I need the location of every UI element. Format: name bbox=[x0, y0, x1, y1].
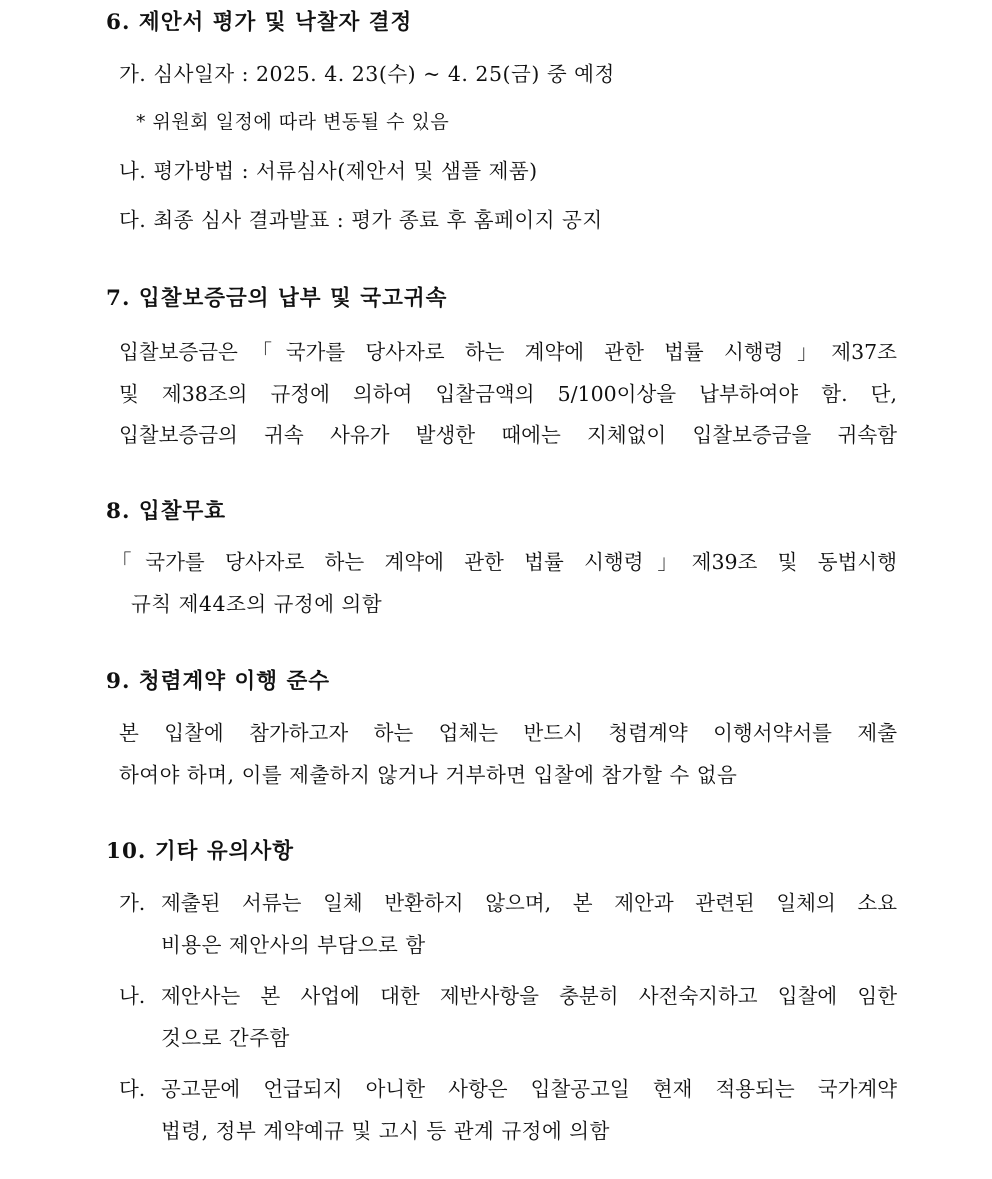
section-8-line-2: 규칙 제44조의 규정에 의함 bbox=[131, 592, 383, 616]
section-7-heading: 7. 입찰보증금의 납부 및 국고귀속 bbox=[106, 286, 448, 311]
section-9-heading: 9. 청렴계약 이행 준수 bbox=[106, 669, 331, 694]
section-7-line-2: 및 제38조의 규정에 의하여 입찰금액의 5/100이상을 납부하여야 함. 단, bbox=[119, 382, 897, 406]
section-10-item-1-line-2: 비용은 제안사의 부담으로 함 bbox=[161, 933, 426, 957]
section-6-item-a: 가. 심사일자 : 2025. 4. 23(수) ~ 4. 25(금) 중 예정 bbox=[119, 62, 615, 86]
section-10-item-2-line-2: 것으로 간주함 bbox=[161, 1026, 290, 1050]
section-10-item-3-line-1: 공고문에 언급되지 아니한 사항은 입찰공고일 현재 적용되는 국가계약 bbox=[161, 1077, 897, 1101]
section-10-heading: 10. 기타 유의사항 bbox=[106, 839, 294, 864]
section-6-note: * 위원회 일정에 따라 변동될 수 있음 bbox=[136, 111, 450, 133]
section-9-line-2: 하여야 하며, 이를 제출하지 않거나 거부하면 입찰에 참가할 수 없음 bbox=[119, 763, 738, 787]
section-9-line-1: 본 입찰에 참가하고자 하는 업체는 반드시 청렴계약 이행서약서를 제출 bbox=[119, 721, 897, 745]
section-7-line-3: 입찰보증금의 귀속 사유가 발생한 때에는 지체없이 입찰보증금을 귀속함 bbox=[119, 423, 897, 447]
section-8-line-1: 「국가를 당사자로 하는 계약에 관한 법률 시행령」제39조 및 동법시행 bbox=[111, 550, 897, 574]
section-10-item-1-line-1: 제출된 서류는 일체 반환하지 않으며, 본 제안과 관련된 일체의 소요 bbox=[161, 891, 897, 915]
section-6-item-c: 다. 최종 심사 결과발표 : 평가 종료 후 홈페이지 공지 bbox=[119, 208, 603, 232]
section-10-item-label: 다. bbox=[119, 1077, 146, 1101]
section-10-item-label: 나. bbox=[119, 984, 146, 1008]
section-10-item-label: 가. bbox=[119, 891, 146, 915]
section-10-item-2-line-1: 제안사는 본 사업에 대한 제반사항을 충분히 사전숙지하고 입찰에 임한 bbox=[161, 984, 897, 1008]
section-6-heading: 6. 제안서 평가 및 낙찰자 결정 bbox=[106, 10, 413, 35]
section-8-heading: 8. 입찰무효 bbox=[106, 499, 227, 524]
section-10-item-3-line-2: 법령, 정부 계약예규 및 고시 등 관계 규정에 의함 bbox=[161, 1119, 610, 1143]
section-6-item-b: 나. 평가방법 : 서류심사(제안서 및 샘플 제품) bbox=[119, 159, 538, 183]
section-7-line-1: 입찰보증금은「국가를 당사자로 하는 계약에 관한 법률 시행령」제37조 bbox=[119, 340, 897, 364]
